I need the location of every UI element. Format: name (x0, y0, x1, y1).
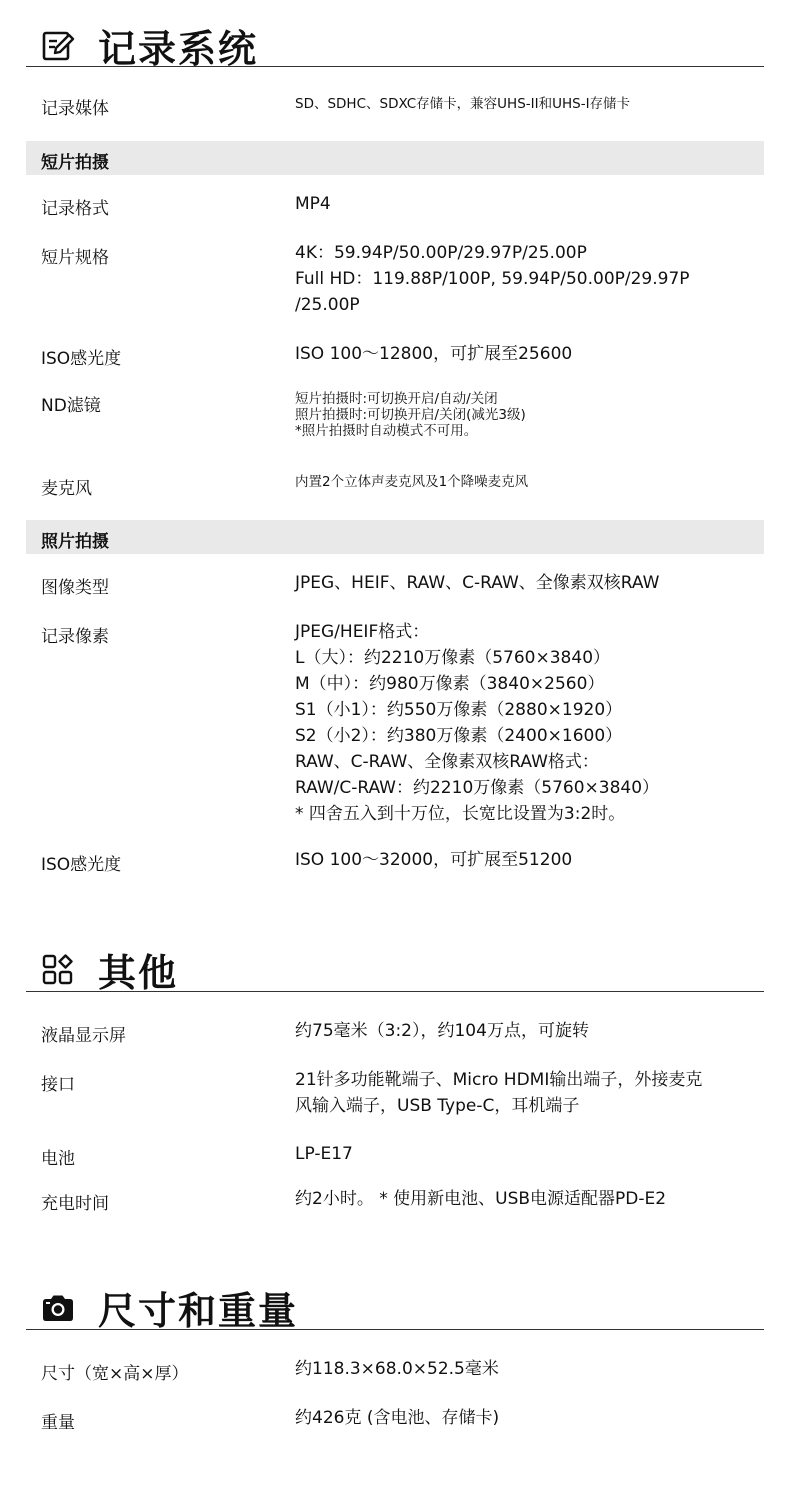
spec-value: 内置2个立体声麦克风及1个降噪麦克风 (295, 474, 529, 490)
section-divider (26, 66, 764, 67)
spec-line: L（大）：约2210万像素（5760×3840） (295, 648, 611, 668)
edit-note-icon (40, 28, 76, 64)
spec-label: 记录媒体 (41, 99, 109, 119)
spec-label: 麦克风 (41, 479, 92, 499)
spec-value-multiline (295, 619, 659, 827)
spec-value-multiline (295, 1067, 702, 1119)
spec-label: ND滤镜 (41, 396, 101, 416)
spec-line: * 四舍五入到十万位，长宽比设置为3:2时。 (295, 804, 626, 824)
spec-line: 风输入端子，USB Type-C，耳机端子 (295, 1096, 580, 1116)
spec-label: 电池 (41, 1149, 75, 1169)
section-other-title (40, 942, 178, 997)
spec-value: LP-E17 (295, 1144, 353, 1164)
camera-icon (40, 1290, 76, 1326)
spec-value: 约75毫米（3:2），约104万点，可旋转 (295, 1021, 589, 1041)
spec-value: 约118.3×68.0×52.5毫米 (295, 1359, 499, 1379)
section-divider (26, 1329, 764, 1330)
spec-line: 短片拍摄时:可切换开启/自动/关闭 (295, 391, 498, 407)
spec-label: 记录格式 (41, 199, 109, 219)
spec-line: /25.00P (295, 295, 360, 315)
spec-value: SD、SDHC、SDXC存储卡，兼容UHS-II和UHS-I存储卡 (295, 96, 631, 112)
section-title-text: 其他 (98, 951, 179, 995)
subsection-header-movie (26, 141, 764, 175)
section-recording-title (40, 18, 258, 73)
spec-line: 照片拍摄时:可切换开启/关闭(减光3级) (295, 407, 526, 423)
spec-line: 21针多功能靴端子、Micro HDMI输出端子，外接麦克 (295, 1070, 703, 1090)
spec-line: S2（小2）：约380万像素（2400×1600） (295, 726, 623, 746)
spec-value: ISO 100～32000，可扩展至51200 (295, 850, 573, 870)
spec-label: ISO感光度 (41, 349, 122, 369)
spec-line: 4K：59.94P/50.00P/29.97P/25.00P (295, 243, 587, 263)
spec-line: RAW/C-RAW：约2210万像素（5760×3840） (295, 778, 660, 798)
spec-label: 充电时间 (41, 1194, 109, 1214)
spec-value-multiline (295, 391, 526, 439)
spec-line: S1（小1）：约550万像素（2880×1920） (295, 700, 623, 720)
spec-line: *照片拍摄时自动模式不可用。 (295, 423, 478, 439)
subsection-title: 短片拍摄 (41, 153, 109, 173)
apps-grid-icon (40, 952, 76, 988)
spec-value: 约426克 (含电池、存储卡) (295, 1408, 500, 1428)
section-title-text: 尺寸和重量 (98, 1289, 299, 1333)
spec-value-multiline (295, 240, 690, 318)
section-title-text: 记录系统 (98, 27, 259, 71)
spec-label: 接口 (41, 1075, 75, 1095)
spec-label: 短片规格 (41, 248, 109, 268)
section-dimensions-title (40, 1280, 298, 1335)
spec-label: ISO感光度 (41, 855, 122, 875)
spec-line: RAW、C-RAW、全像素双核RAW格式： (295, 752, 599, 772)
spec-value: ISO 100～12800，可扩展至25600 (295, 344, 573, 364)
section-divider (26, 991, 764, 992)
spec-line: Full HD：119.88P/100P, 59.94P/50.00P/29.97P (295, 269, 690, 289)
spec-line: JPEG/HEIF格式： (295, 622, 430, 642)
spec-line: M（中）：约980万像素（3840×2560） (295, 674, 605, 694)
spec-label: 重量 (41, 1413, 75, 1433)
spec-label: 尺寸（宽×高×厚） (41, 1364, 189, 1384)
subsection-header-photo (26, 520, 764, 554)
spec-value: JPEG、HEIF、RAW、C-RAW、全像素双核RAW (295, 573, 660, 593)
spec-label: 图像类型 (41, 578, 109, 598)
spec-label: 液晶显示屏 (41, 1026, 126, 1046)
spec-value: MP4 (295, 194, 331, 214)
spec-label: 记录像素 (41, 627, 109, 647)
subsection-title: 照片拍摄 (41, 532, 109, 552)
spec-value: 约2小时。 * 使用新电池、USB电源适配器PD-E2 (295, 1189, 667, 1209)
